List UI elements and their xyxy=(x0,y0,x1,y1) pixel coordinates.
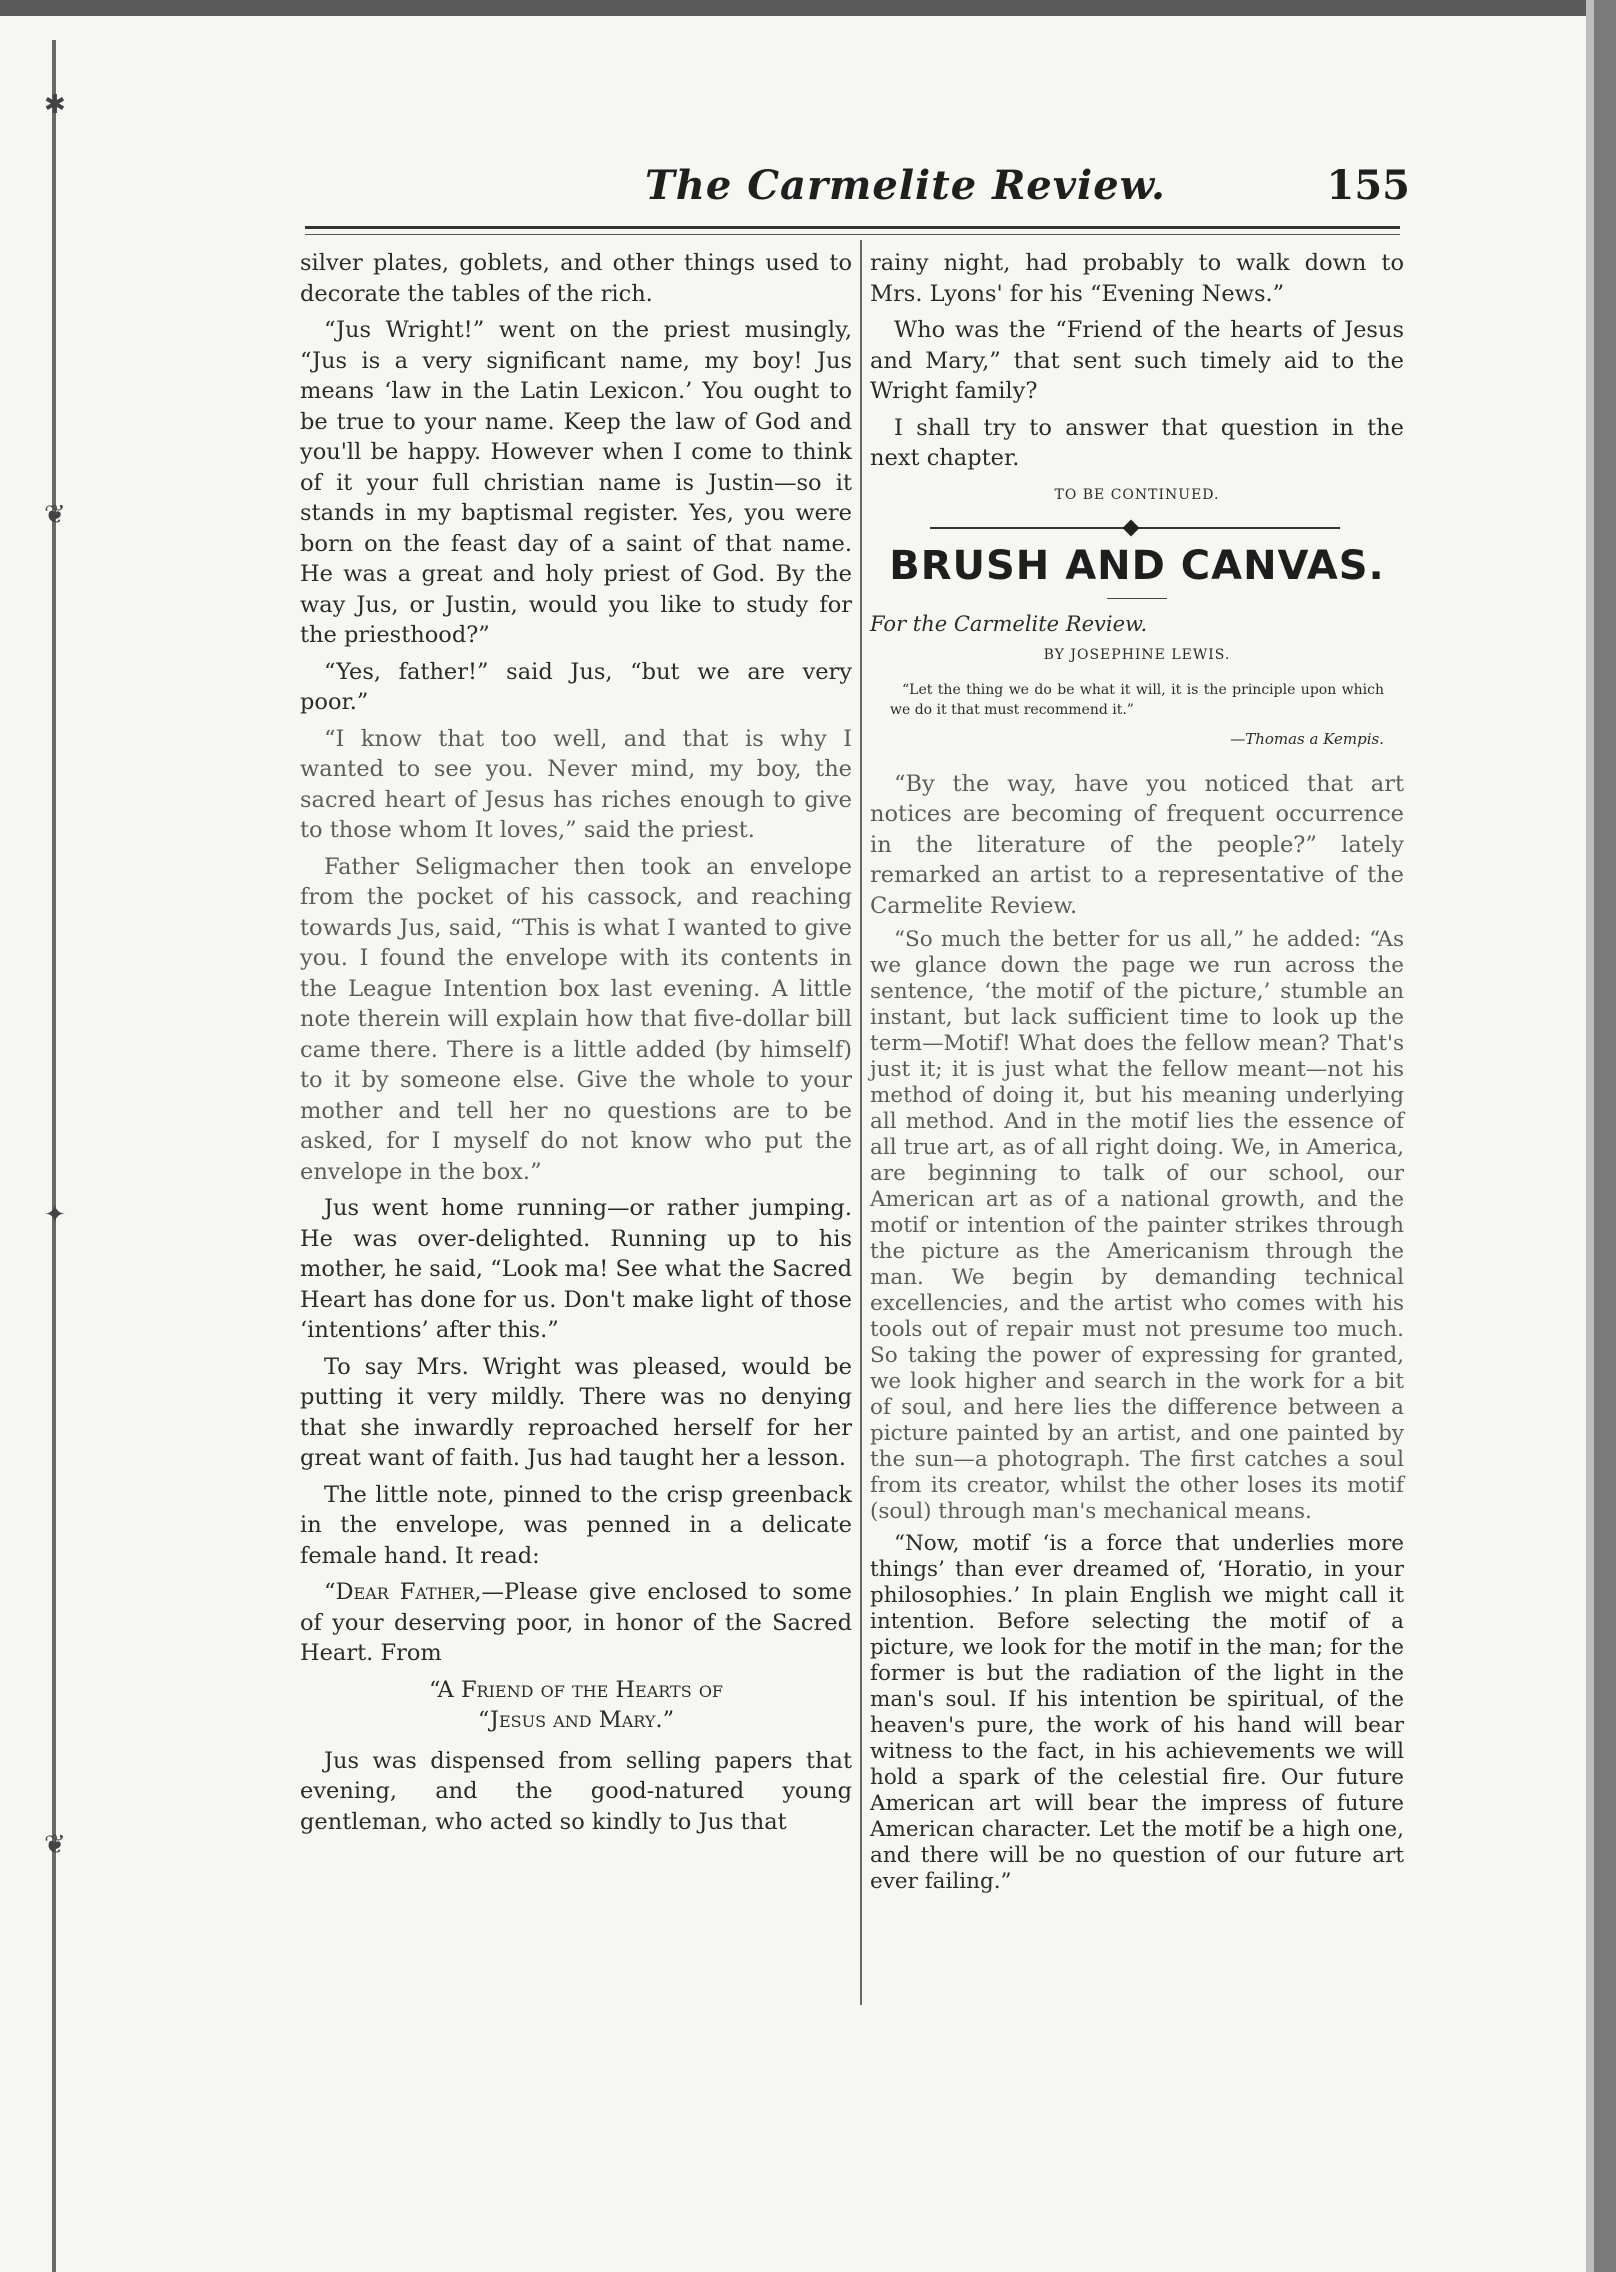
title-rule xyxy=(1107,598,1167,599)
scan-right-edge xyxy=(1594,0,1616,2272)
letter-body: —Please give enclosed to some of your deserving poor, in honor of the Sacred Heart. From xyxy=(300,1579,852,1666)
author: BY JOSEPHINE LEWIS. xyxy=(1043,646,1231,663)
page-header xyxy=(300,162,1410,222)
running-title: The Carmelite Review. xyxy=(645,162,1166,209)
letter-salutation: “Dear Father, xyxy=(324,1579,482,1605)
paragraph: To say Mrs. Wright was pleased, would be putting it very mildly. There was no denying that she inwardly reproached herself for her great want of faith. Jus had taught her a lesson. xyxy=(300,1353,852,1471)
paragraph: Who was the “Friend of the hearts of Jesus and Mary,” that sent such timely aid to the Wright family? xyxy=(870,317,1404,404)
binding-mark-icon: ✱ xyxy=(44,90,66,120)
article-title: BRUSH AND CANVAS. xyxy=(889,543,1385,589)
paragraph: “By the way, have you noticed that art notices are becoming of frequent occurrence in the literature of the people?” lately remarked an artist to a representative of the Carmelite Review. xyxy=(870,770,1404,919)
page-number: 155 xyxy=(1326,162,1410,209)
column-divider xyxy=(860,240,862,2005)
paragraph: Jus was dispensed from selling papers that evening, and the good-natured young gentleman, who acted so kindly to Jus that xyxy=(300,1747,852,1835)
left-column xyxy=(300,248,852,1843)
binding-mark-icon: ❦ xyxy=(44,500,66,530)
letter xyxy=(300,1577,852,1669)
to-be-continued: TO BE CONTINUED. xyxy=(1054,486,1220,503)
epigraph: “Let the thing we do be what it will, it is the principle upon which we do it that must recommend it.” xyxy=(890,682,1384,718)
letter-signature: “A Friend of the Hearts of xyxy=(428,1676,724,1703)
header-rule xyxy=(305,226,1400,229)
binding-mark-icon: ✦ xyxy=(44,1200,66,1230)
paragraph: rainy night, had probably to walk down to Mrs. Lyons' for his “Evening News.” xyxy=(870,250,1404,307)
header-rule-thin xyxy=(305,234,1400,235)
epigraph-attribution: —Thomas a Kempis. xyxy=(1230,730,1384,748)
byline: For the Carmelite Review. xyxy=(870,612,1148,636)
diamond-icon xyxy=(1123,520,1140,537)
paragraph: “I know that too well, and that is why I wanted to see you. Never mind, my boy, the sacred heart of Jesus has riches enough to give to those whom It loves,” said the priest. xyxy=(300,725,852,843)
paragraph: silver plates, goblets, and other things used to decorate the tables of the rich. xyxy=(300,250,852,307)
right-column xyxy=(870,248,1404,1901)
paragraph: “Now, motif ‘is a force that underlies more things’ than ever dreamed of, ‘Horatio, in your philosophies.’ In plain English we might call it intention. Before selecting the motif of a picture, we look for the motif in the man; for the former is but the radiation of the light in the man's soul. If his intention be spiritual, of the heaven's pure, the work of his hand will bear witness to the fact, in his achievements we will hold a spark of the celestial fire. Our future American art will bear the impress of future American character. Let the motif be a high one, and there will be no question of our future art ever failing.” xyxy=(870,1531,1404,1894)
scan-top-edge xyxy=(0,0,1616,16)
paragraph: The little note, pinned to the crisp greenback in the envelope, was penned in a delicate female hand. It read: xyxy=(300,1481,852,1569)
paragraph: Jus went home running—or rather jumping. He was over-delighted. Running up to his mother, he said, “Look ma! See what the Sacred Heart has done for us. Don't make light of those ‘intentions’ after this.” xyxy=(300,1195,852,1343)
letter-signature: “Jesus and Mary.” xyxy=(477,1707,675,1733)
ornament-divider xyxy=(870,520,1404,536)
binding-mark-icon: ❦ xyxy=(44,1830,66,1860)
binding-edge xyxy=(52,40,56,2272)
paragraph: “Jus Wright!” went on the priest musingly, “Jus is a very significant name, my boy! Jus means ‘law in the Latin Lexicon.’ You ought to be true to your name. Keep the law of God and you'll be happy. However when I come to think of it your full christian name is Justin—so it stands in my baptismal register. Yes, you were born on the feast day of a saint of that name. He was a great and holy priest of God. By the way Jus, or Justin, would you like to study for the priesthood?” xyxy=(300,317,852,648)
paragraph: I shall try to answer that question in the next chapter. xyxy=(870,414,1404,471)
paragraph: “Yes, father!” said Jus, “but we are very poor.” xyxy=(300,658,852,715)
paragraph: “So much the better for us all,” he added: “As we glance down the page we run across the sentence, ‘the motif of the picture,’ stumble an instant, but lack sufficient time to look up the term—Motif! What does the fellow mean? That's just it; it is just what the fellow meant—not his method of doing it, but his meaning underlying all method. And in the motif lies the essence of all true art, as of all right doing. We, in America, are beginning to talk of our school, our American art as of a national growth, and the motif or intention of the painter strikes through the picture as the Americanism through the man. We begin by demanding technical excellencies, and the artist who comes with his tools out of repair must not presume too much. So taking the power of expressing for granted, we look higher and search in the work for a bit of soul, and here lies the difference between a picture painted by an artist, and one painted by the sun—a photograph. The first catches a soul from its creator, whilst the other loses its motif (soul) through man's mechanical means. xyxy=(870,927,1404,1524)
paragraph: Father Seligmacher then took an envelope from the pocket of his cassock, and reaching towards Jus, said, “This is what I wanted to give you. I found the envelope with its contents in the League Intention box last evening. A little note therein will explain how that five-dollar bill came there. There is a little added (by himself) to it by someone else. Give the whole to your mother and tell her no questions are to be asked, for I myself do not know who put the envelope in the box.” xyxy=(300,853,852,1185)
scan-right-shadow xyxy=(1586,0,1594,2272)
